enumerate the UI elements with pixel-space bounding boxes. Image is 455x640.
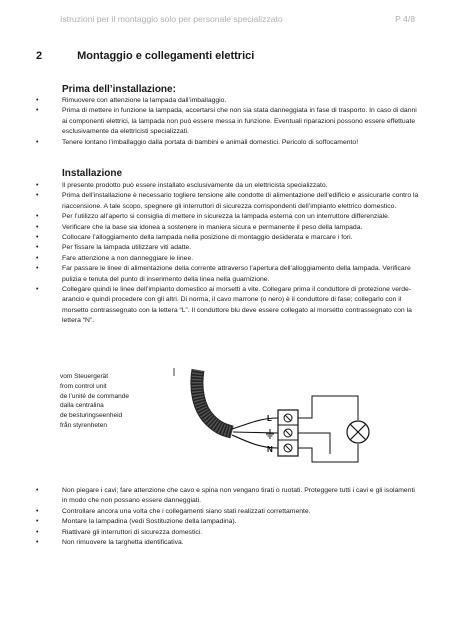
list-item: • Verificare che la base sia idonea a sostenere in maniera sicura e permanente il peso della lampada. [36,223,421,233]
list-item: • Far passare le linee di alimentazione della corrente attraverso l’apertura dell’alloggiamento della lampada. Verificare pulizia e tenuta del punto di inserimento della linea nella guarnizione. [36,264,421,285]
list-item: • Collocare l’alloggiamento della lampada nella posizione di montaggio desiderata e marcare i fori. [36,233,421,243]
source-label: vom Steuergerät [60,373,109,380]
diagram-source-labels [60,372,129,431]
list-item: • Collegare quindi le linee dell’impianto domestico ai morsetti a vite. Collegare prima il conduttore di protezione verde-arancio e quindi procedere con gli altri. Di norma, il cavo marrone (o nero) è il conduttore di fase; collegarlo con il morsetto contrassegnato con la lettera “L”. Il conduttore blu deve essere collegato al morsetto contrassegnato con la lettera “N”. [36,285,421,327]
list-item: • Prima dell’installazione è necessario togliere tensione alle condotte di alimentazione dell’edificio e assicurarle contro la riaccensione. A tale scopo, spegnere gli interruttori di sicurezza corrispondenti dell’impianto elettrico domestico. [36,191,421,212]
terminal-block [278,410,298,456]
section-title: Montaggio e collegamenti elettrici [77,50,255,62]
list-item: • Per l’utilizzo all’aperto si consiglia di mettere in sicurezza la lampada esterna con un interruttore differenziale. [36,212,421,222]
lamp-icon [347,421,369,443]
installazione-heading: Installazione [62,168,123,179]
prima-heading: Prima dell’installazione: [62,84,176,95]
source-label: from control unit [60,382,107,390]
list-item: • Fare attenzione a non danneggiare le linee. [36,254,421,264]
terminal-label-L: L [267,414,272,423]
terminal-label-N: N [267,445,273,454]
final-list [36,486,421,548]
section-number: 2 [36,50,43,62]
list-item: • Prima di mettere in funzione la lampada, accertarsi che non sia stata danneggiata in fase di trasporto. In caso di danni ai componenti elettrici, la lampada non può essere messa in funzione. Eventuali riparazioni possono essere effettuate esclusivamente da elettricisti specializzati. [36,106,421,137]
page-number: P 4/8 [395,14,415,24]
list-item: • Non piegare i cavi; fare attenzione che cavo e spina non vengano tirati o ruotati. Proteggere tutti i cavi e gli isolamenti in modo che non possano essere danneggiati. [36,486,421,507]
source-label: de besturingseenheid [60,412,123,420]
wiring-diagram [140,358,390,478]
list-item: • Non rimuovere la targhetta identificativa. [36,538,421,548]
corrugated-cable [197,370,232,432]
section-heading [36,50,254,62]
header-title: Istruzioni per il montaggio solo per personale specializzato [60,14,283,24]
ground-icon [266,429,274,438]
installazione-list [36,181,421,327]
list-item: • Tenere lontano l’imballaggio dalla portata di bambini e animali domestici. Pericolo di soffocamento! [36,138,421,148]
list-item: • Riattivare gli interruttori di sicurezza domestici. [36,528,421,538]
source-label: dalla centralina [60,402,104,410]
page-header [60,14,415,24]
list-item: • Controllare ancora una volta che i collegamenti siano stati realizzati correttamente. [36,507,421,517]
prima-list [36,96,421,148]
list-item: • Montare la lampadina (vedi Sostituzione della lampadina). [36,517,421,527]
source-label: de l’unité de commande [60,392,130,400]
list-item: • Per fissare la lampada utilizzare viti adatte. [36,243,421,253]
source-label: från styrenheten [60,421,107,429]
list-item: • Il presente prodotto può essere installato esclusivamente da un elettricista specializzato. [36,181,421,191]
list-item: • Rimuovere con attenzione la lampada dall’imballaggio. [36,96,421,106]
